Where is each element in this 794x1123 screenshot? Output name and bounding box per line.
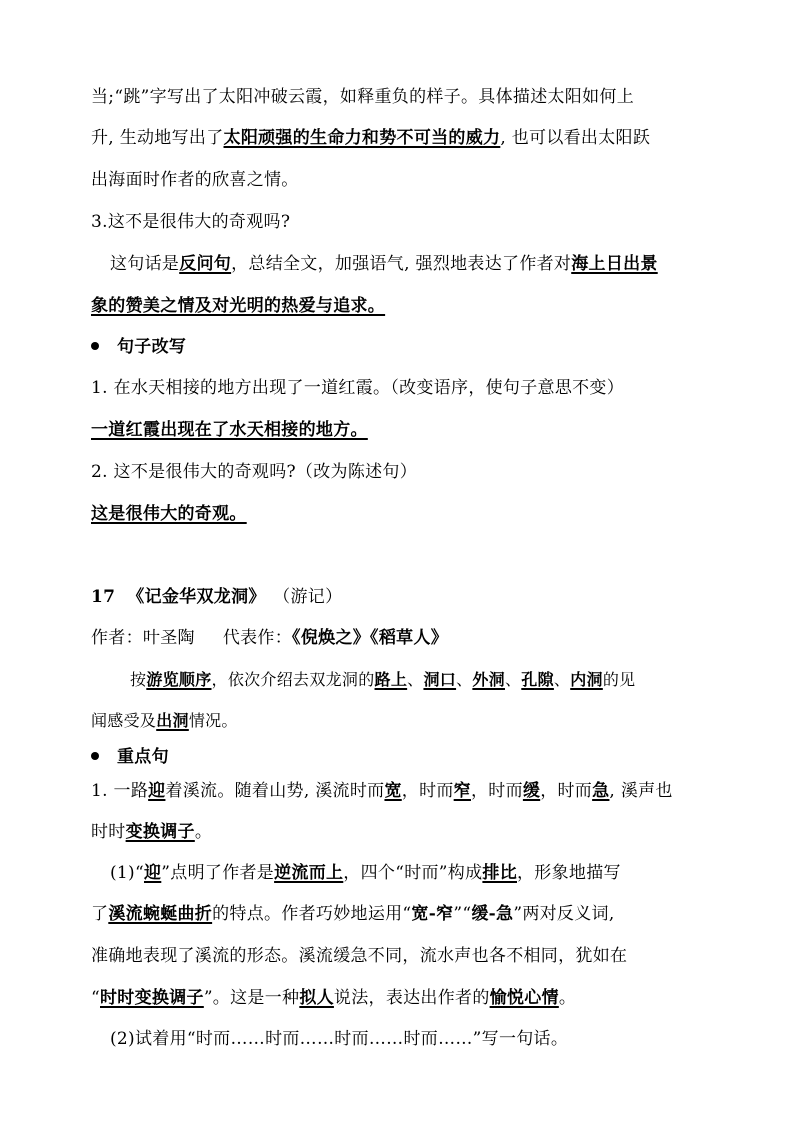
paragraph-line xyxy=(110,253,730,275)
key-phrase: 海上日出景 xyxy=(571,254,658,274)
key-phrase: 窄 xyxy=(453,781,471,801)
key-phrase: 缓 xyxy=(522,781,541,801)
text: (1)“ xyxy=(110,863,144,883)
author-line xyxy=(91,627,711,649)
paragraph-line xyxy=(91,903,711,925)
text: 、 xyxy=(407,670,424,689)
key-phrase: 路上 xyxy=(374,670,408,689)
text: 按 xyxy=(130,670,147,689)
text: ，形象地描写 xyxy=(517,863,621,883)
question-title xyxy=(91,211,711,233)
section-heading xyxy=(91,336,711,358)
key-phrase: 孔隙 xyxy=(521,670,554,689)
paragraph-line xyxy=(130,669,750,691)
question xyxy=(91,377,711,399)
text: ，时而 xyxy=(540,781,593,801)
key-phrase: 变换调子 xyxy=(125,822,195,842)
text: ，依次介绍去双龙洞的 xyxy=(211,670,375,689)
paragraph-line xyxy=(91,987,711,1009)
key-phrase: 象的赞美之情及对光明的热爱与追求。 xyxy=(91,296,386,316)
text: 当;“跳”字写出了太阳冲破云霞，如释重负的样子。具体描述太阳如何上 xyxy=(91,87,635,107)
text: 的见 xyxy=(602,670,636,689)
lesson-name: 《记金华双龙洞》 xyxy=(127,587,266,607)
text: ，时而 xyxy=(470,781,523,801)
lesson-genre: （游记） xyxy=(281,587,343,607)
paragraph-line xyxy=(91,86,711,108)
answer-text: 一道红霞出现在了水天相接的地方。 xyxy=(91,420,368,440)
text: ”两对反义词, xyxy=(513,904,615,924)
text: 的特点。作者巧妙地运用“ xyxy=(212,904,412,924)
key-phrase: 出洞 xyxy=(156,711,189,730)
text: (2)试着用“时而……时而……时而……时而……”写一句话。 xyxy=(110,1029,569,1049)
text: ，四个“时而”构成 xyxy=(343,863,483,883)
text: 。 xyxy=(558,988,577,1008)
paragraph-line xyxy=(91,710,711,732)
key-phrase: 拟人 xyxy=(299,988,334,1008)
key-phrase: 迎 xyxy=(148,781,166,801)
text: 3.这不是很伟大的奇观吗? xyxy=(91,212,291,232)
paragraph-line xyxy=(91,295,711,317)
key-phrase: 溪流蜿蜒曲折 xyxy=(108,904,213,924)
key-phrase: 外洞 xyxy=(472,670,505,689)
answer xyxy=(91,503,711,525)
paragraph-line xyxy=(110,862,730,884)
paragraph-line xyxy=(91,127,711,149)
key-phrase: 反问句 xyxy=(179,254,232,274)
text: “ xyxy=(91,988,100,1008)
text: ”点明了作者是 xyxy=(161,863,275,883)
key-phrase: 急 xyxy=(592,781,610,801)
text: ”“ xyxy=(453,904,472,924)
text: 1. 一路 xyxy=(91,781,149,801)
works: 《倪焕之》《稻草人》 xyxy=(292,628,449,648)
text: 情况。 xyxy=(188,711,238,730)
paragraph-line xyxy=(91,821,711,843)
key-phrase: 缓-急 xyxy=(471,904,514,924)
key-phrase: 时时变换调子 xyxy=(100,988,204,1008)
key-phrase: 内洞 xyxy=(570,670,603,689)
text: 代表作： xyxy=(222,628,293,648)
bullet-icon xyxy=(91,752,99,760)
text: 着溪流。随着山势, 溪流时而 xyxy=(165,781,385,801)
section-heading xyxy=(91,746,711,768)
text: 句子改写 xyxy=(117,337,187,357)
text: ”。这是一种 xyxy=(203,988,300,1008)
bullet-icon xyxy=(91,342,99,350)
text: , 也可以看出太阳跃 xyxy=(500,128,651,148)
key-phrase: 排比 xyxy=(482,863,517,883)
paragraph-line xyxy=(91,945,711,967)
text: 出海面时作者的欣喜之情。 xyxy=(91,170,299,190)
paragraph-line xyxy=(91,780,711,802)
text: 、 xyxy=(456,670,473,689)
key-phrase: 宽-窄 xyxy=(411,904,454,924)
text: , 溪声也 xyxy=(609,781,673,801)
text: 、 xyxy=(504,670,522,689)
question xyxy=(91,461,711,483)
paragraph-line xyxy=(91,169,711,191)
text: 说法，表达出作者的 xyxy=(333,988,490,1008)
text: ，时而 xyxy=(401,781,454,801)
key-phrase: 游览顺序 xyxy=(146,670,212,689)
lesson-title xyxy=(91,586,711,608)
key-phrase: 太阳顽强的生命力和势不可当的威力 xyxy=(223,128,501,148)
text: 准确地表现了溪流的形态。溪流缓急不同，流水声也各不相同，犹如在 xyxy=(91,946,628,966)
text: 、 xyxy=(553,670,571,689)
answer xyxy=(91,419,711,441)
key-phrase: 宽 xyxy=(384,781,402,801)
paragraph-line xyxy=(110,1028,730,1050)
text: 2. 这不是很伟大的奇观吗?（改为陈述句） xyxy=(91,462,418,482)
text: 了 xyxy=(91,904,109,924)
text: 。 xyxy=(194,822,213,842)
text: ，总结全文，加强语气, 强烈地表达了作者对 xyxy=(231,254,572,274)
text: 这句话是 xyxy=(110,254,180,274)
answer-text: 这是很伟大的奇观。 xyxy=(91,504,247,524)
text: 1. 在水天相接的地方出现了一道红霞。（改变语序，使句子意思不变） xyxy=(91,378,625,398)
text: 升, 生动地写出了 xyxy=(91,128,224,148)
key-phrase: 迎 xyxy=(143,863,162,883)
key-phrase: 洞口 xyxy=(423,670,457,689)
text: 作者：叶圣陶 xyxy=(91,628,195,648)
lesson-number: 17 xyxy=(91,587,116,607)
text: 闻感受及 xyxy=(91,711,157,730)
text: 时时 xyxy=(91,822,126,842)
key-phrase: 逆流而上 xyxy=(274,863,344,883)
key-phrase: 愉悦心情 xyxy=(489,988,559,1008)
text: 重点句 xyxy=(117,747,169,767)
